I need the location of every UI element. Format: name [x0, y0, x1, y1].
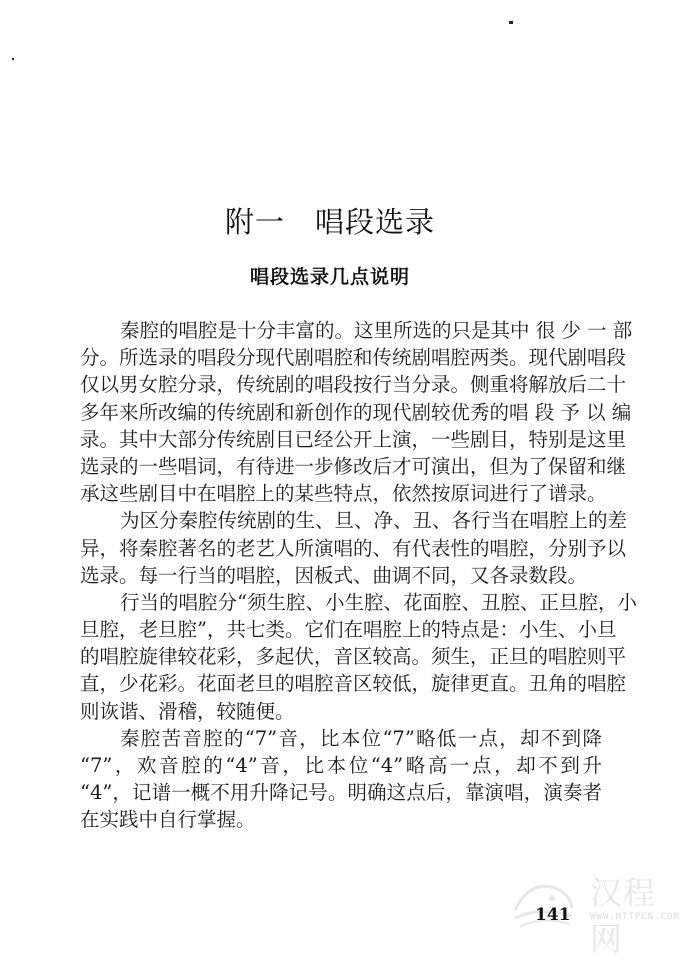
watermark-logo [470, 868, 680, 958]
text-line: 秦腔的唱腔是十分丰富的。这里所选的只是其中 很 少 一 部 [120, 319, 633, 342]
watermark-text: 汉程网 [590, 874, 657, 958]
text-line: 在实践中自行掌握。 [80, 808, 256, 832]
page-title: 附一 唱段选录 [224, 205, 435, 239]
text-line: 的唱腔旋律较花彩，多起伏，音区较高。须生，正旦的唱腔则平 [80, 645, 627, 669]
text-line: 秦腔苦音腔的“7”音，比本位“7”略低一点，却不到降 [120, 726, 602, 750]
scan-speck [12, 58, 14, 60]
text-line: 选录。每一行当的唱腔，因板式、曲调不同，又各录数段。 [80, 563, 588, 587]
page-number: 141 [535, 905, 571, 925]
text-line: 多年来所改编的传统剧和新创作的现代剧较优秀的唱 段 予 以 编 [80, 400, 632, 424]
text-line: 行当的唱腔分“须生腔、小生腔、花面腔、丑腔、正旦腔，小 [120, 590, 637, 614]
text-line: “7”，欢音腔的“4”音，比本位“4”略高一点，却不到升 [80, 754, 602, 777]
scan-speck [509, 21, 513, 24]
body-text [80, 317, 637, 834]
text-line: 则诙谐、滑稽，较随便。 [80, 699, 295, 723]
text-line: 为区分秦腔传统剧的生、旦、净、丑、各行当在唱腔上的差 [120, 509, 628, 533]
text-line: 分。所选录的唱段分现代剧唱腔和传统剧唱腔两类。现代剧唱段 [80, 346, 627, 370]
text-line: 直，少花彩。花面老旦的唱腔音区较低，旋律更直。丑角的唱腔 [80, 672, 627, 696]
text-line: 承这些剧目中在唱腔上的某些特点，依然按原词进行了谱录。 [80, 482, 607, 506]
text-line: 旦腔，老旦腔”，共七类。它们在唱腔上的特点是：小生、小旦 [80, 618, 617, 642]
section-subtitle: 唱段选录几点说明 [249, 266, 410, 288]
text-line: 仅以男女腔分录，传统剧的唱段按行当分录。侧重将解放后二十 [80, 373, 627, 397]
text-line: 选录的一些唱词，有待进一步修改后才可演出，但为了保留和继 [80, 454, 627, 478]
text-line: “4”，记谱一概不用升降记号。明确这点后，靠演唱，演奏者 [80, 781, 602, 805]
text-line: 异，将秦腔著名的老艺人所演唱的、有代表性的唱腔，分别予以 [80, 536, 627, 560]
watermark-url: WWW.HTTPCN.COM [590, 912, 680, 922]
text-line: 录。其中大部分传统剧目已经公开上演，一些剧目，特别是这里 [80, 427, 627, 451]
